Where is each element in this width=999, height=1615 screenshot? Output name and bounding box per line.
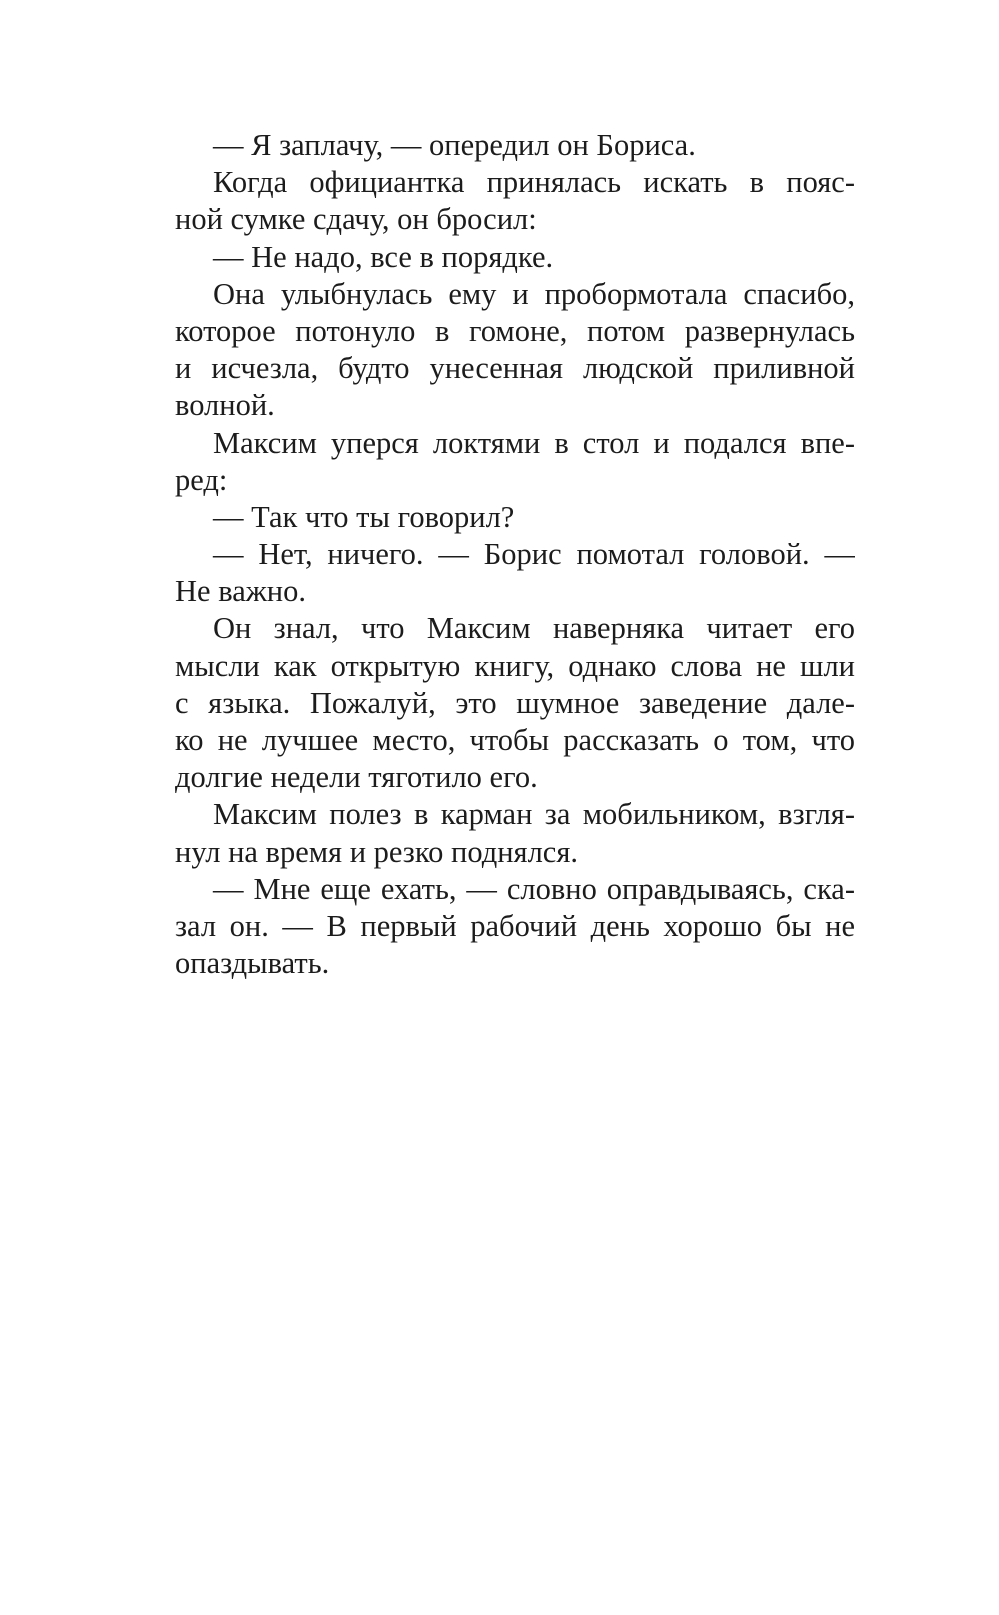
text-line: ко не лучшее место, чтобы рассказать о том, что [175,723,855,757]
text-line: — Мне еще ехать, — словно оправдываясь, ска- [213,871,855,906]
text-line: которое потонуло в гомоне, потом развернулась [175,313,855,348]
text-line: Не важно. [175,574,306,609]
text-line: — Нет, ничего. — Борис помотал головой. — [213,537,855,572]
page-text [175,127,855,982]
text-line: с языка. Пожалуй, это шумное заведение дале- [175,685,855,720]
text-line: Максим уперся локтями в стол и подался впе- [213,425,855,460]
text-line: Когда официантка принялась искать в пояс- [213,165,855,200]
text-line: зал он. — В первый рабочий день хорошо бы не [175,908,855,943]
text-line: и исчезла, будто унесенная людской приливной [175,351,855,386]
text-line: Максим полез в карман за мобильником, взгля- [213,797,855,832]
text-line: Она улыбнулась ему и пробормотала спасибо, [213,276,855,311]
text-line: долгие недели тяготило его. [175,760,538,795]
text-line: Он знал, что Максим наверняка читает его [213,611,855,646]
text-line: опаздывать. [175,946,330,981]
text-line: нул на время и резко поднялся. [175,834,578,869]
text-line: волной. [175,388,275,423]
text-line: — Не надо, все в порядке. [213,239,554,274]
text-line: — Я заплачу, — опередил он Бориса. [213,128,696,162]
text-line: мысли как открытую книгу, однако слова не шли [175,648,855,683]
text-line: ной сумке сдачу, он бросил: [175,202,537,237]
text-line: — Так что ты говорил? [213,499,515,534]
text-line: ред: [175,462,228,497]
